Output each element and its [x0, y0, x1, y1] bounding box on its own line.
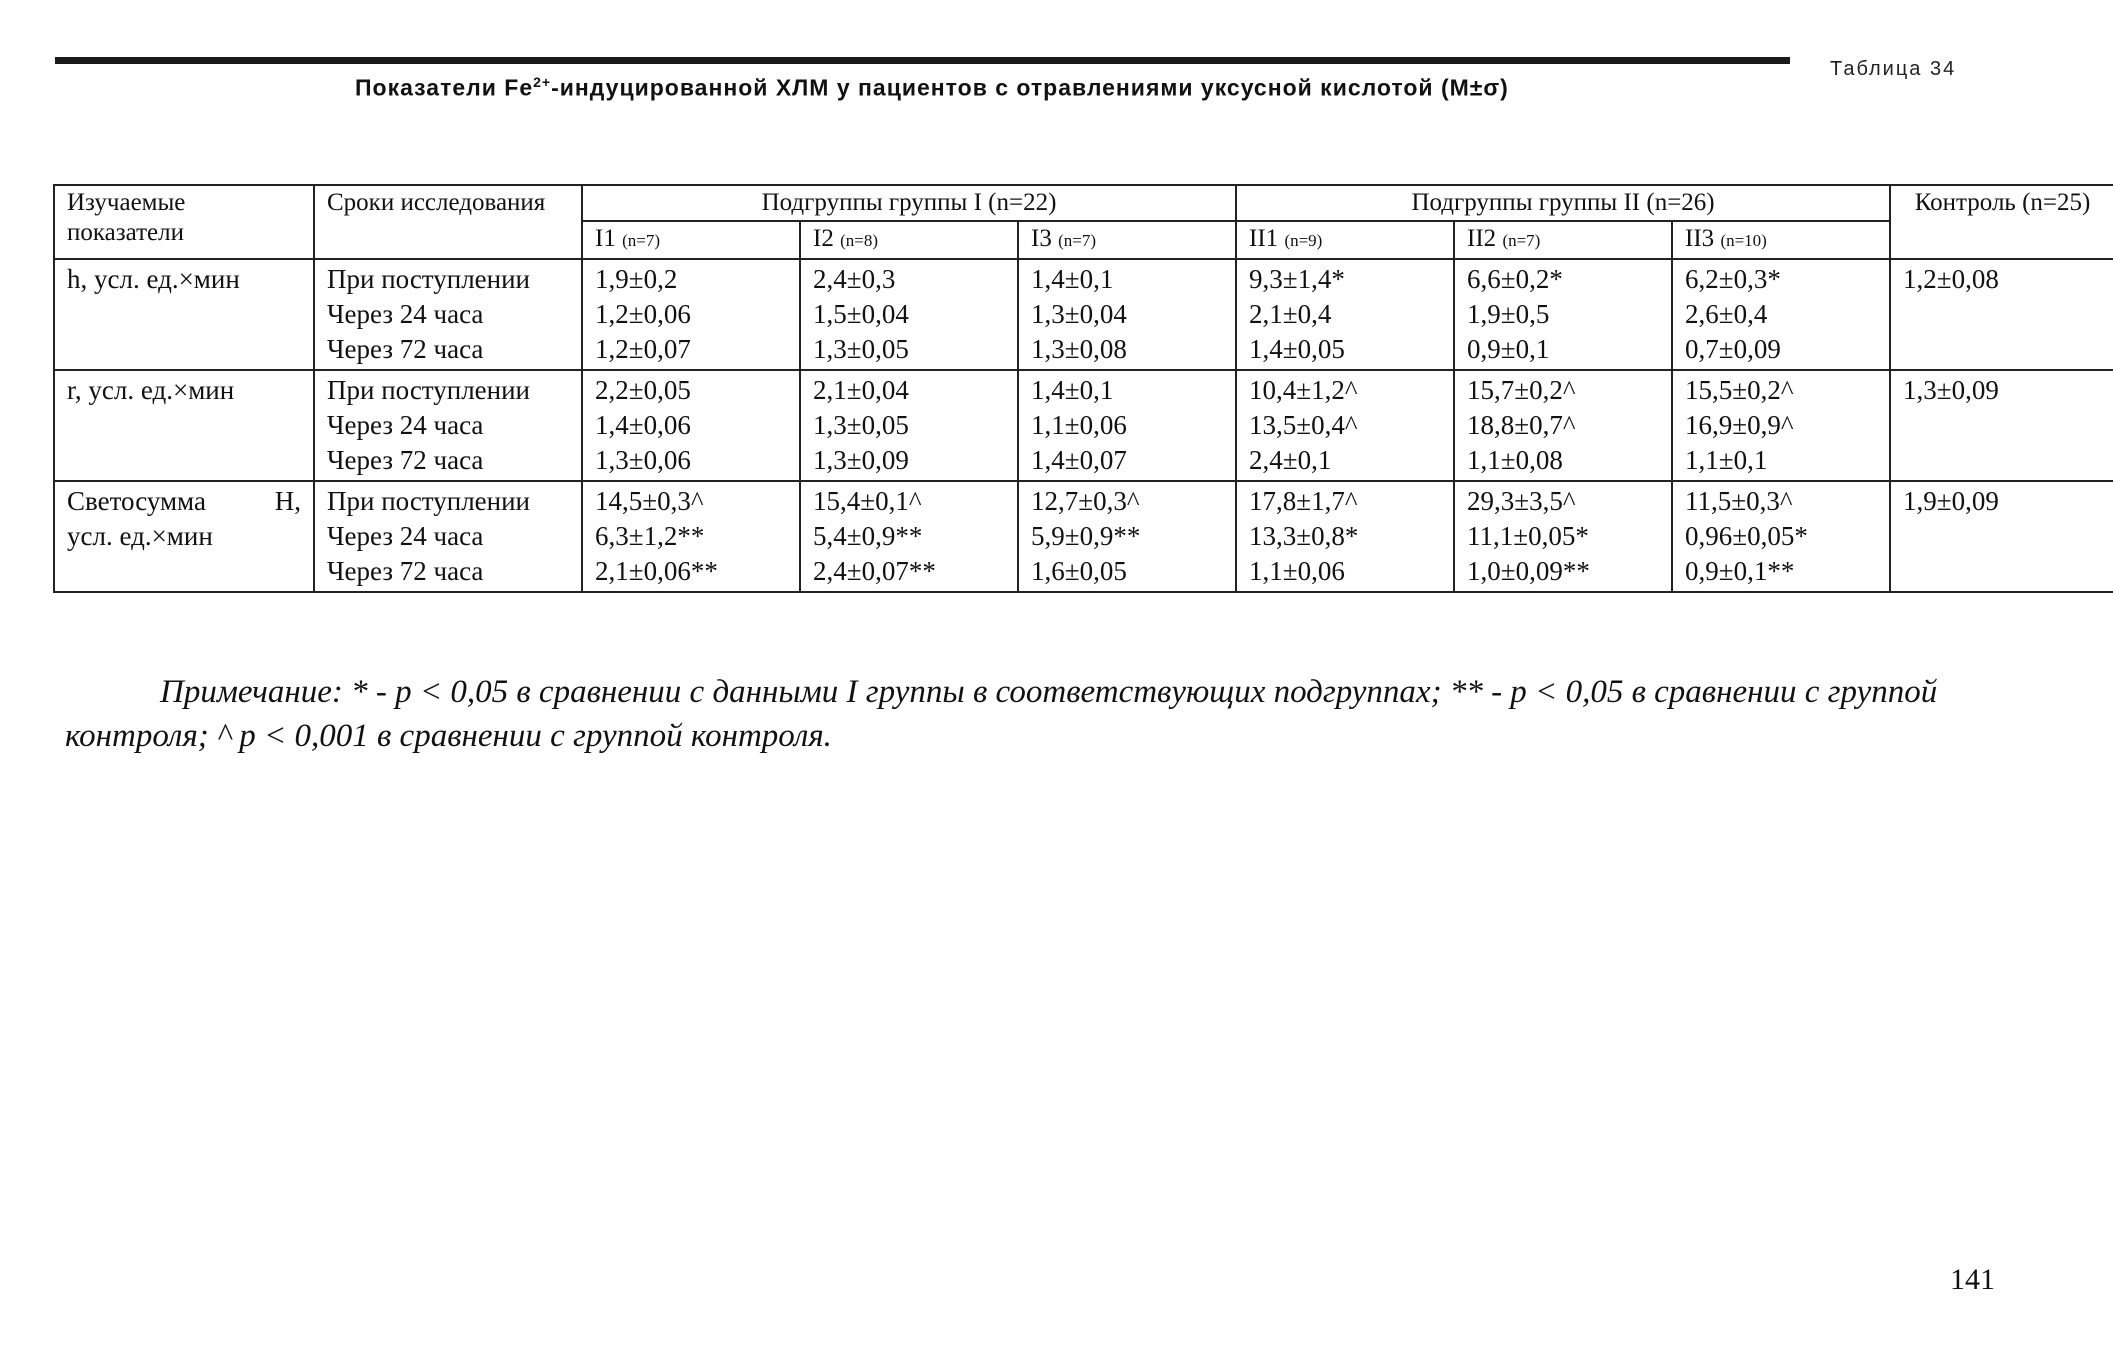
timing-label: Через 24 часа [327, 410, 484, 440]
value: 1,1±0,1 [1685, 445, 1768, 475]
value-cell [1672, 259, 1890, 370]
value-cell [1018, 370, 1236, 481]
control-cell [1890, 481, 2113, 592]
indicator-cell [54, 259, 314, 370]
value: 17,8±1,7^ [1249, 486, 1358, 516]
value: 15,7±0,2^ [1467, 375, 1576, 405]
subgroup-header [1672, 221, 1890, 259]
indicator-label: усл. ед.×мин [67, 521, 213, 551]
value: 6,2±0,3* [1685, 264, 1781, 294]
value: 5,4±0,9** [813, 521, 923, 551]
value: 1,1±0,08 [1467, 445, 1563, 475]
value: 5,9±0,9** [1031, 521, 1141, 551]
timing-cell [314, 370, 582, 481]
value: 1,9±0,2 [595, 264, 678, 294]
timing-label: При поступлении [327, 264, 531, 294]
subgroup-label: II2 [1467, 225, 1497, 252]
value-cell [1236, 259, 1454, 370]
value: 1,3±0,04 [1031, 299, 1127, 329]
value: 10,4±1,2^ [1249, 375, 1358, 405]
table-number: Таблица 34 [1830, 58, 1957, 80]
indicator-label: Светосумма [67, 486, 206, 516]
indicator-cell [54, 481, 314, 592]
caption-sup: 2+ [533, 74, 552, 90]
subgroup-label: I1 [595, 225, 616, 252]
value: 0,7±0,09 [1685, 334, 1781, 364]
value: 1,4±0,1 [1031, 375, 1114, 405]
value: 1,9±0,5 [1467, 299, 1550, 329]
value-cell [1454, 481, 1672, 592]
timing-cell [314, 259, 582, 370]
value-cell [582, 370, 800, 481]
indicator-label: H, [274, 486, 301, 516]
control-value: 1,2±0,08 [1903, 264, 1999, 294]
subgroup-n: (n=7) [622, 231, 660, 250]
table-row [54, 370, 2113, 481]
table-row [54, 481, 2113, 592]
header-control: Контроль (n=25) [1890, 185, 2113, 259]
header-group-2: Подгруппы группы II (n=26) [1236, 185, 1890, 221]
value-cell [1018, 259, 1236, 370]
value-cell [1454, 370, 1672, 481]
value: 1,5±0,04 [813, 299, 909, 329]
timing-label: Через 72 часа [327, 334, 484, 364]
indicator-cell [54, 370, 314, 481]
value: 2,4±0,07** [813, 556, 936, 586]
subgroup-label: I2 [813, 225, 834, 252]
control-value: 1,9±0,09 [1903, 486, 1999, 516]
value-cell [800, 481, 1018, 592]
indicator-label: h, усл. ед.×мин [67, 264, 240, 294]
value-cell [582, 481, 800, 592]
value: 0,9±0,1 [1467, 334, 1550, 364]
subgroup-n: (n=7) [1058, 231, 1096, 250]
value: 1,1±0,06 [1249, 556, 1345, 586]
control-cell [1890, 259, 2113, 370]
value: 14,5±0,3^ [595, 486, 704, 516]
subgroup-n: (n=7) [1502, 231, 1541, 250]
value-cell [800, 370, 1018, 481]
value: 1,2±0,06 [595, 299, 691, 329]
value: 1,4±0,1 [1031, 264, 1114, 294]
value: 1,3±0,09 [813, 445, 909, 475]
subgroup-n: (n=10) [1720, 231, 1767, 250]
value-cell [1454, 259, 1672, 370]
header-group-1: Подгруппы группы I (n=22) [582, 185, 1236, 221]
value: 11,5±0,3^ [1685, 486, 1793, 516]
value: 1,3±0,05 [813, 410, 909, 440]
indicator-line [67, 484, 301, 519]
control-value: 1,3±0,09 [1903, 375, 1999, 405]
indicator-label: r, усл. ед.×мин [67, 375, 235, 405]
value-cell [582, 259, 800, 370]
timing-label: При поступлении [327, 486, 531, 516]
data-table [53, 184, 2113, 593]
value: 13,5±0,4^ [1249, 410, 1358, 440]
value: 29,3±3,5^ [1467, 486, 1576, 516]
timing-cell [314, 481, 582, 592]
timing-label: Через 24 часа [327, 521, 484, 551]
value: 1,0±0,09** [1467, 556, 1590, 586]
value: 1,2±0,07 [595, 334, 691, 364]
subgroup-n: (n=9) [1284, 231, 1323, 250]
value: 0,96±0,05* [1685, 521, 1808, 551]
value: 15,4±0,1^ [813, 486, 922, 516]
subgroup-header [582, 221, 800, 259]
value: 12,7±0,3^ [1031, 486, 1140, 516]
value-cell [1672, 481, 1890, 592]
value: 13,3±0,8* [1249, 521, 1359, 551]
page-number: 141 [1950, 1263, 1995, 1296]
value: 2,6±0,4 [1685, 299, 1768, 329]
value: 0,9±0,1** [1685, 556, 1795, 586]
subgroup-label: II3 [1685, 225, 1715, 252]
subgroup-header [800, 221, 1018, 259]
caption-after: -индуцированной ХЛМ у пациентов с отравлениями уксусной кислотой (M±σ) [551, 74, 1509, 101]
subgroup-header [1018, 221, 1236, 259]
value: 2,2±0,05 [595, 375, 691, 405]
value: 2,1±0,04 [813, 375, 909, 405]
value: 6,6±0,2* [1467, 264, 1563, 294]
header-timing: Сроки исследования [314, 185, 582, 259]
value: 1,3±0,05 [813, 334, 909, 364]
caption-before: Показатели Fe [355, 74, 534, 101]
value: 2,1±0,06** [595, 556, 718, 586]
control-cell [1890, 370, 2113, 481]
value: 2,1±0,4 [1249, 299, 1332, 329]
table-note: Примечание: * - p < 0,05 в сравнении с данными I группы в соответствующих подгруппах; ** - p < 0,05 в сравнении с группой контроля; ^ p < 0,001 в сравнении с группой контроля. [65, 674, 1938, 754]
timing-label: Через 72 часа [327, 445, 484, 475]
value: 1,3±0,06 [595, 445, 691, 475]
subgroup-header [1454, 221, 1672, 259]
subgroup-n: (n=8) [840, 231, 878, 250]
value: 2,4±0,1 [1249, 445, 1332, 475]
table-row [54, 259, 2113, 370]
header-indicator: Изучаемые показатели [54, 185, 314, 259]
value-cell [1018, 481, 1236, 592]
value: 18,8±0,7^ [1467, 410, 1576, 440]
value: 11,1±0,05* [1467, 521, 1589, 551]
value-cell [1672, 370, 1890, 481]
value: 1,3±0,08 [1031, 334, 1127, 364]
value: 1,1±0,06 [1031, 410, 1127, 440]
value: 1,4±0,05 [1249, 334, 1345, 364]
header-row-1 [54, 185, 2113, 221]
subgroup-label: II1 [1249, 225, 1279, 252]
value: 15,5±0,2^ [1685, 375, 1794, 405]
value-cell [800, 259, 1018, 370]
timing-label: Через 72 часа [327, 556, 484, 586]
value: 9,3±1,4* [1249, 264, 1345, 294]
value: 1,6±0,05 [1031, 556, 1127, 586]
value-cell [1236, 370, 1454, 481]
table-caption [355, 74, 1509, 102]
subgroup-header [1236, 221, 1454, 259]
value: 1,4±0,06 [595, 410, 691, 440]
value-cell [1236, 481, 1454, 592]
value: 1,4±0,07 [1031, 445, 1127, 475]
value: 2,4±0,3 [813, 264, 896, 294]
subgroup-label: I3 [1031, 225, 1052, 252]
timing-label: Через 24 часа [327, 299, 484, 329]
value: 6,3±1,2** [595, 521, 705, 551]
top-rule [55, 57, 1790, 64]
timing-label: При поступлении [327, 375, 531, 405]
value: 16,9±0,9^ [1685, 410, 1794, 440]
